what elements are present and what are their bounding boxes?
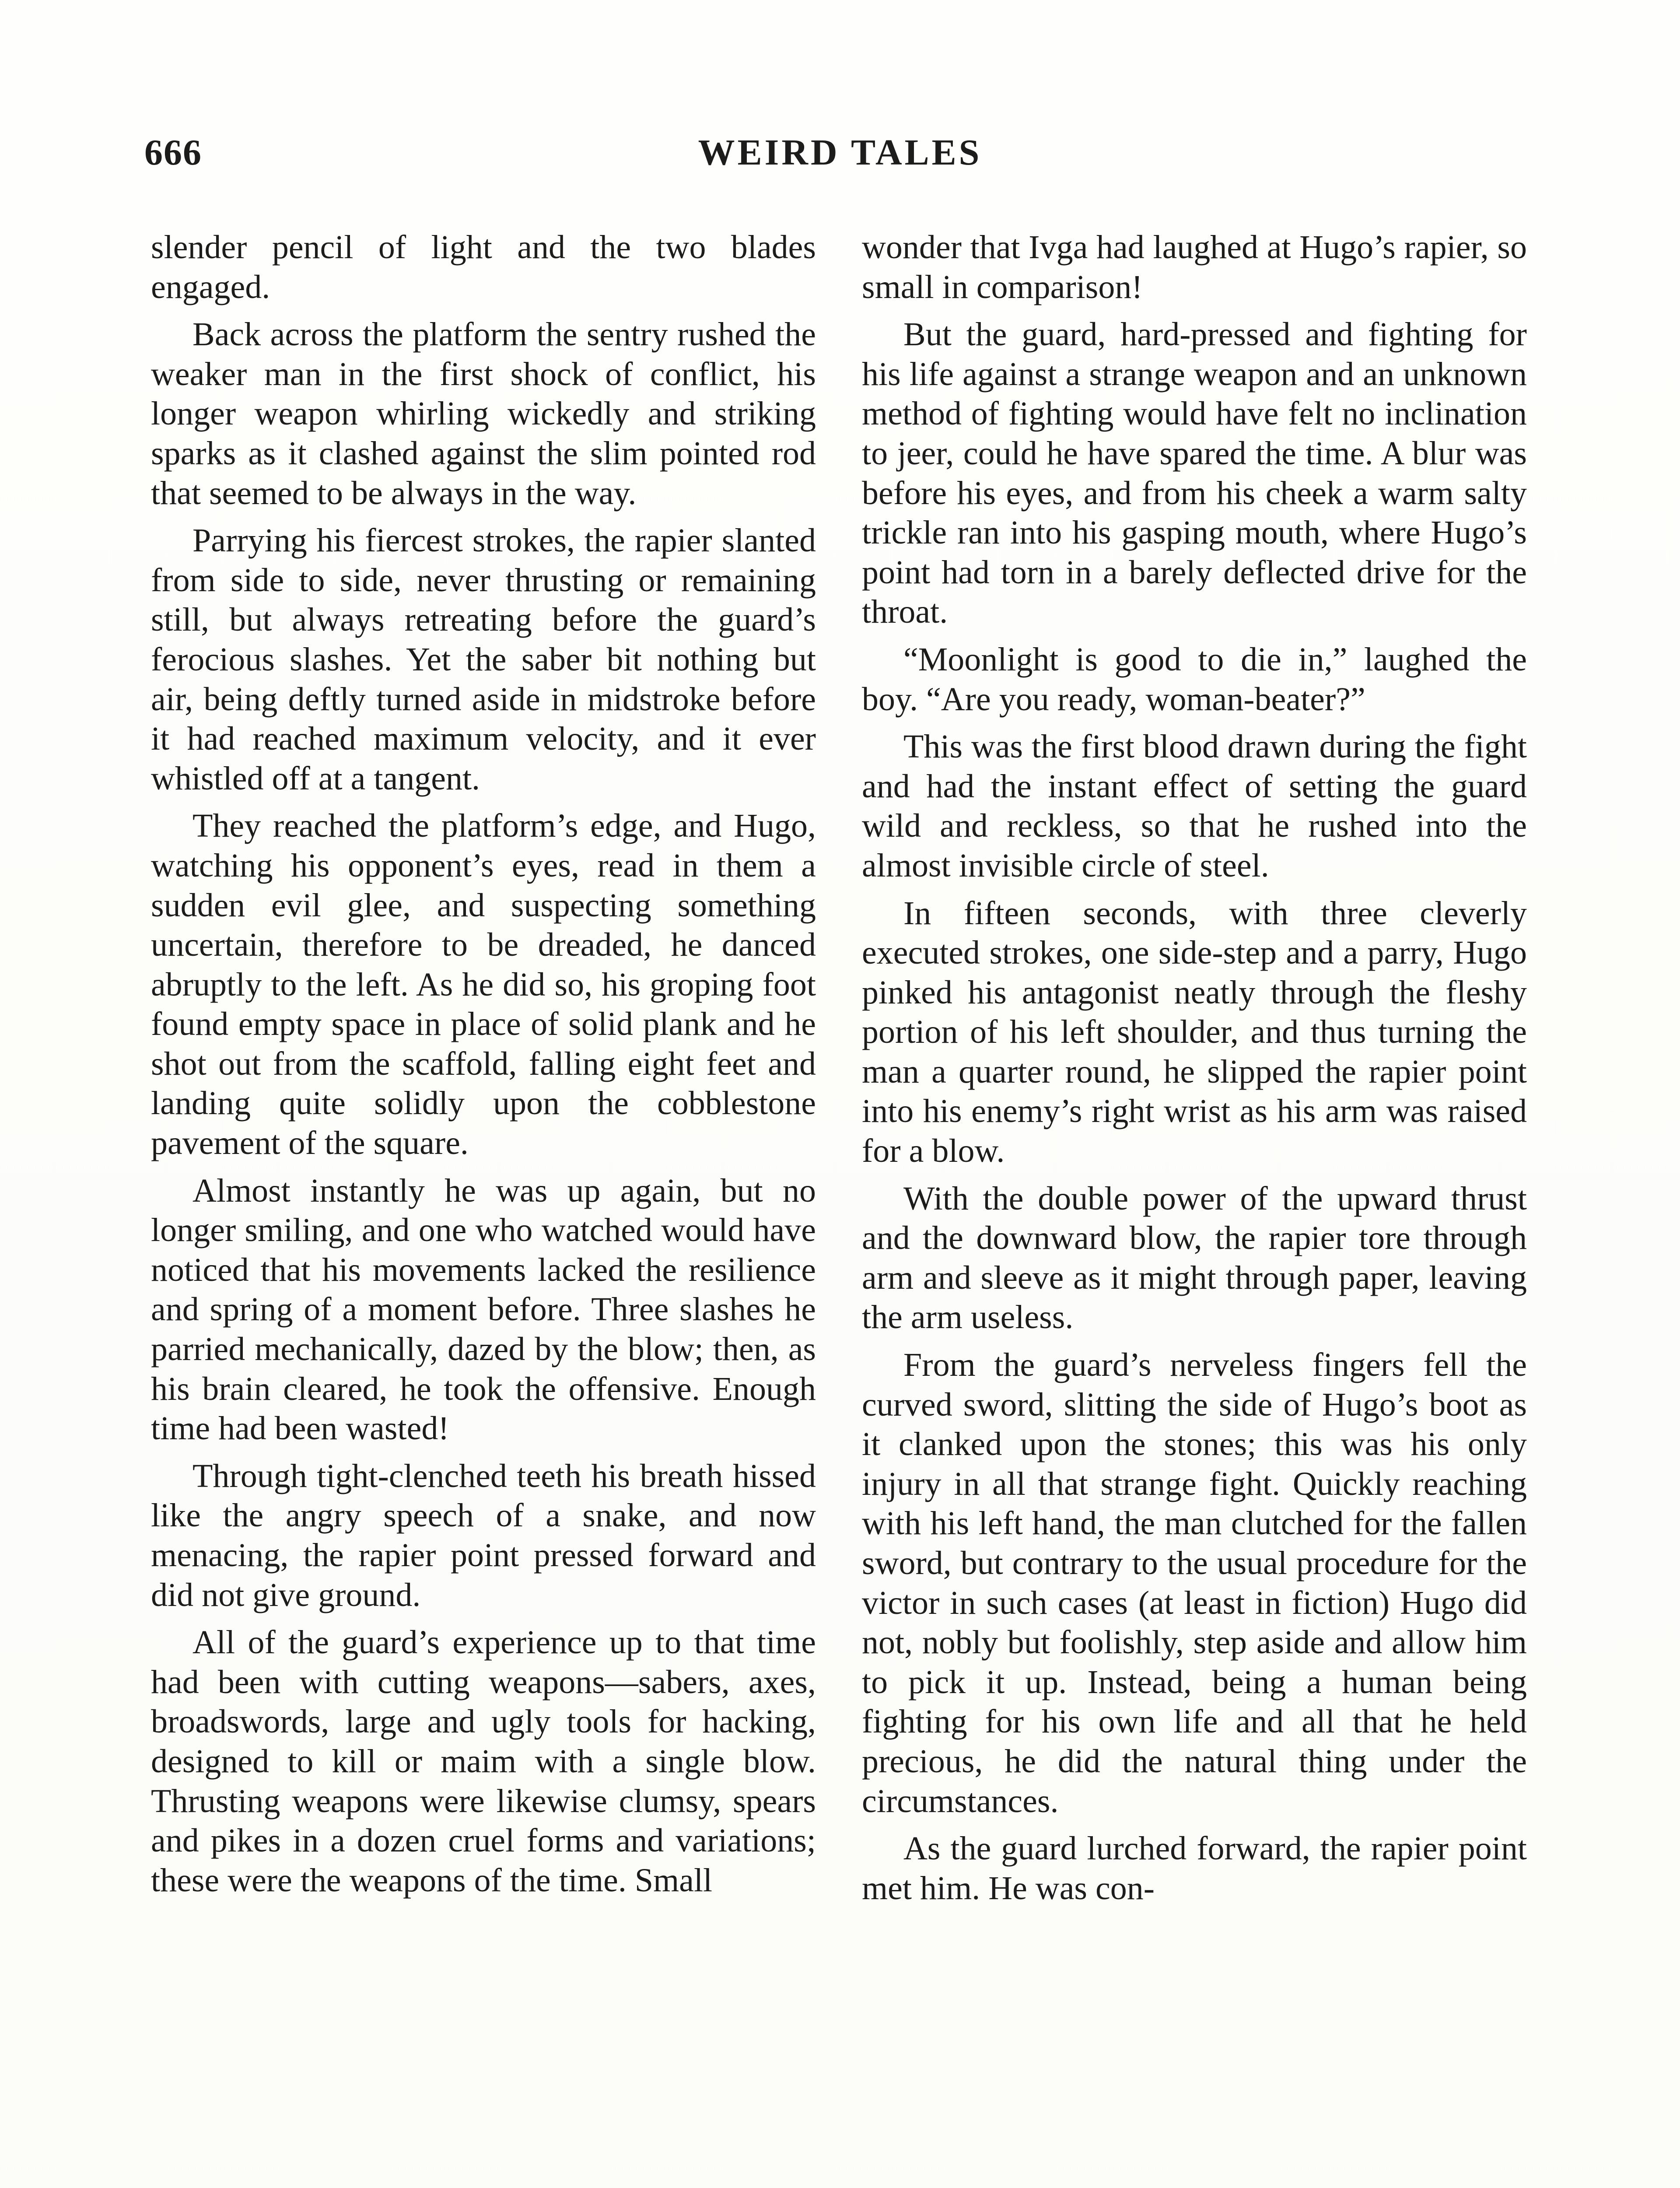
paragraph: Almost instantly he was up again, but no longer smiling, and one who watched would have noticed that his movements lacked the resilience and spring of a moment before. Three slashes he parried mechanically, dazed by the blow; then, as his brain cleared, he took the offensive. Enough time had been wasted! — [151, 1172, 816, 1447]
paragraph: From the guard’s nerveless fingers fell the curved sword, slitting the side of Hugo’s boot as it clanked upon the stones; this was his only injury in all that strange fight. Quickly reaching with his left hand, the man clutched for the fallen sword, but contrary to the usual procedure for the victor in such cases (at least in fiction) Hugo did not, nobly but foolishly, step aside and allow him to pick it up. Instead, being a human being fighting for his own life and all that he held precious, he did the natural thing under the circumstances. — [862, 1346, 1527, 1820]
right-column — [862, 228, 1527, 1908]
paragraph: wonder that Ivga had laughed at Hugo’s rapier, so small in comparison! — [862, 229, 1527, 305]
paragraph: With the double power of the upward thrust and the downward blow, the rapier tore through arm and sleeve as it might through paper, leaving the arm useless. — [862, 1180, 1527, 1336]
journal-title: WEIRD TALES — [698, 132, 982, 173]
paragraph: “Moonlight is good to die in,” laughed the boy. “Are you ready, woman-beater?” — [862, 641, 1527, 718]
running-head — [144, 131, 1536, 179]
paragraph: slender pencil of light and the two blades engaged. — [151, 229, 816, 305]
left-column — [151, 228, 816, 1900]
paragraph: This was the first blood drawn during the fight and had the instant effect of setting the guard wild and reckless, so that he rushed into the almost invisible circle of steel. — [862, 728, 1527, 884]
paragraph: But the guard, hard-pressed and fighting for his life against a strange weapon and an unknown method of fighting would have felt no inclination to jeer, could he have spared the time. A blur was before his eyes, and from his cheek a warm salty trickle ran into his gasping mouth, where Hugo’s point had torn in a barely deflected drive for the throat. — [862, 316, 1527, 631]
paragraph: In fifteen seconds, with three cleverly executed strokes, one side-step and a parry, Hugo pinked his antagonist neatly through the fleshy portion of his left shoulder, and thus turning the man a quarter round, he slipped the rapier point into his enemy’s right wrist as his arm was raised for a blow. — [862, 894, 1527, 1170]
paragraph: Through tight-clenched teeth his breath hissed like the angry speech of a snake, and now menacing, the rapier point pressed forward and did not give ground. — [151, 1457, 816, 1613]
paragraph: They reached the platform’s edge, and Hugo, watching his opponent’s eyes, read in them a sudden evil glee, and suspecting something uncertain, therefore to be dreaded, he danced abruptly to the left. As he did so, his groping foot found empty space in place of solid plank and he shot out from the scaffold, falling eight feet and landing quite solidly upon the cobblestone pavement of the square. — [151, 807, 816, 1162]
paragraph: Parrying his fiercest strokes, the rapier slanted from side to side, never thrusting or remaining still, but always retreating before the guard’s ferocious slashes. Yet the saber bit nothing but air, being deftly turned aside in midstroke before it had reached maximum velocity, and it ever whistled off at a tangent. — [151, 522, 816, 797]
page-number: 666 — [144, 132, 202, 173]
paragraph: Back across the platform the sentry rushed the weaker man in the first shock of conflict, his longer weapon whirling wickedly and striking sparks as it clashed against the slim pointed rod that seemed to be always in the way. — [151, 316, 816, 512]
paragraph: All of the guard’s experience up to that time had been with cutting weapons—sabers, axes, broadswords, large and ugly tools for hacking, designed to kill or maim with a single blow. Thrusting weapons were likewise clumsy, spears and pikes in a dozen cruel forms and variations; these were the weapons of the time. Small — [151, 1624, 816, 1899]
paragraph: As the guard lurched forward, the rapier point met him. He was con- — [862, 1830, 1527, 1907]
